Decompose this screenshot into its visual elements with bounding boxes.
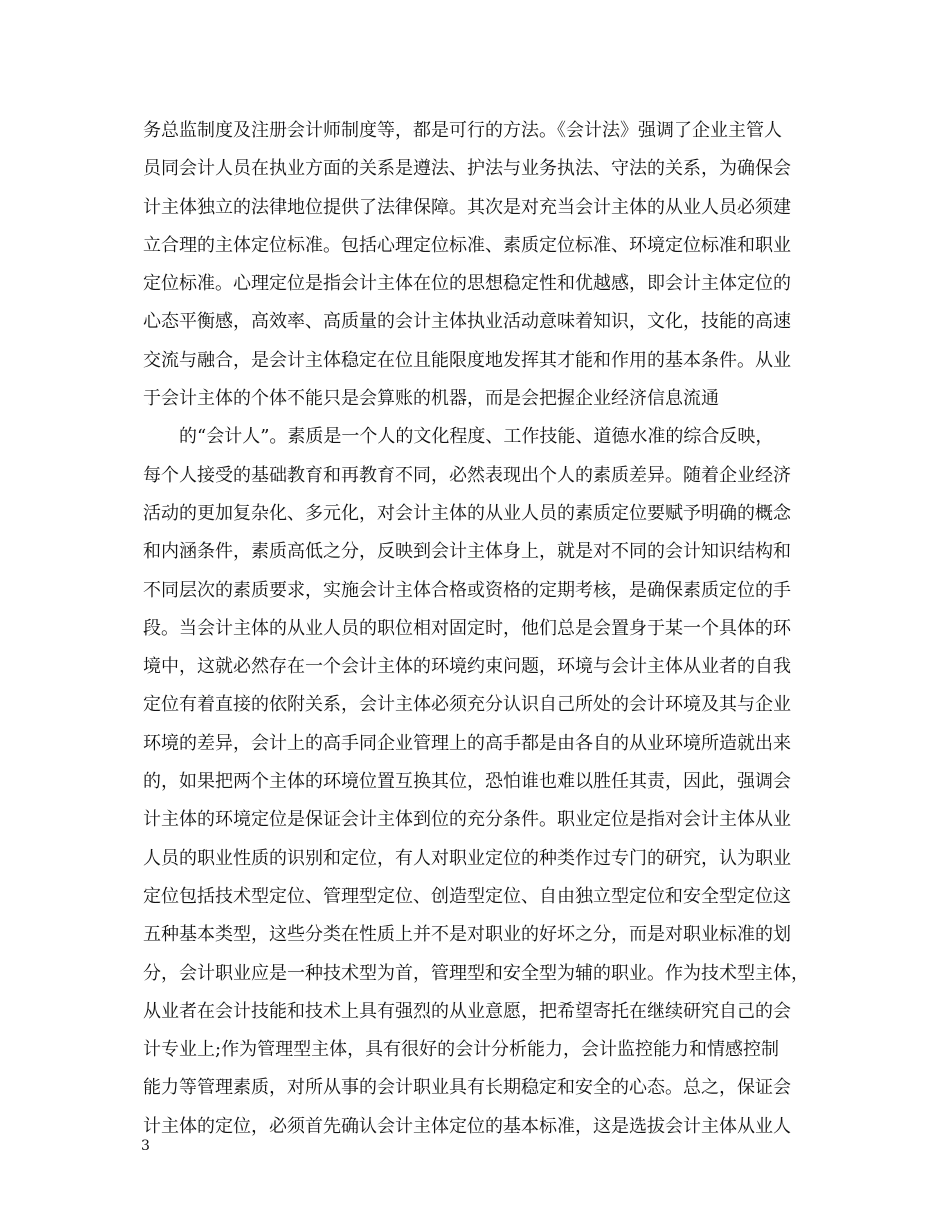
text-line: 定位包括技术型定位、管理型定位、创造型定位、自由独立型定位和安全型定位这 xyxy=(143,885,791,907)
page-number: 3 xyxy=(141,1138,150,1154)
text-line: 段。当会计主体的从业人员的职位相对固定时，他们总是会置身于某一个具体的环 xyxy=(143,617,791,639)
text-line: 活动的更加复杂化、多元化，对会计主体的从业人员的素质定位要赋予明确的概念 xyxy=(143,502,791,524)
text-line: 的，如果把两个主体的环境位置互换其位，恐怕谁也难以胜任其责，因此，强调会 xyxy=(143,771,791,793)
text-line: 环境的差异，会计上的高手同企业管理上的高手都是由各自的从业环境所造就出来 xyxy=(143,732,791,754)
text-line: 和内涵条件，素质高低之分，反映到会计主体身上，就是对不同的会计知识结构和 xyxy=(143,541,791,563)
text-line: 于会计主体的个体不能只是会算账的机器，而是会把握企业经济信息流通 xyxy=(143,388,719,410)
text-line: 境中，这就必然存在一个会计主体的环境约束问题，环境与会计主体从业者的自我 xyxy=(143,656,791,678)
text-line: 务总监制度及注册会计师制度等，都是可行的方法。《会计法》强调了企业主管人 xyxy=(143,120,782,141)
text-line: 不同层次的素质要求，实施会计主体合格或资格的定期考核，是确保素质定位的手 xyxy=(143,579,791,601)
text-line: 定位有着直接的依附关系，会计主体必须充分认识自己所处的会计环境及其与企业 xyxy=(143,694,791,716)
text-line: 立合理的主体定位标准。包括心理定位标准、素质定位标准、环境定位标准和职业 xyxy=(143,234,791,256)
text-line: 心态平衡感，高效率、高质量的会计主体执业活动意味着知识，文化，技能的高速 xyxy=(143,311,791,333)
text-line: 计主体的环境定位是保证会计主体到位的充分条件。职业定位是指对会计主体从业 xyxy=(143,809,791,831)
text-line: 分，会计职业应是一种技术型为首，管理型和安全型为辅的职业。作为技术型主体， xyxy=(143,962,809,984)
text-line: 每个人接受的基础教育和再教育不同，必然表现出个人的素质差异。随着企业经济 xyxy=(143,464,791,486)
text-line: 人员的职业性质的识别和定位，有人对职业定位的种类作过专门的研究，认为职业 xyxy=(143,847,791,869)
text-line: 计主体独立的法律地位提供了法律保障。其次是对充当会计主体的从业人员必须建 xyxy=(143,196,791,218)
body-text xyxy=(143,112,833,1146)
text-line: 五种基本类型，这些分类在性质上并不是对职业的好坏之分，而是对职业标准的划 xyxy=(143,924,791,946)
text-line: 从业者在会计技能和技术上具有强烈的从业意愿，把希望寄托在继续研究自己的会 xyxy=(143,1000,791,1022)
text-line: 定位标准。心理定位是指会计主体在位的思想稳定性和优越感，即会计主体定位的 xyxy=(143,273,791,295)
text-line-indented: 的“会计人”。素质是一个人的文化程度、工作技能、道德水准的综合反映， xyxy=(179,426,774,448)
text-line: 计主体的定位，必须首先确认会计主体定位的基本标准，这是选拔会计主体从业人 xyxy=(143,1115,791,1137)
text-line: 能力等管理素质，对所从事的会计职业具有长期稳定和安全的心态。总之，保证会 xyxy=(143,1077,791,1099)
text-line: 交流与融合，是会计主体稳定在位且能限度地发挥其才能和作用的基本条件。从业 xyxy=(143,349,791,371)
text-line: 员同会计人员在执业方面的关系是遵法、护法与业务执法、守法的关系，为确保会 xyxy=(143,158,791,180)
text-line: 计专业上;作为管理型主体，具有很好的会计分析能力，会计监控能力和情感控制 xyxy=(143,1039,780,1061)
